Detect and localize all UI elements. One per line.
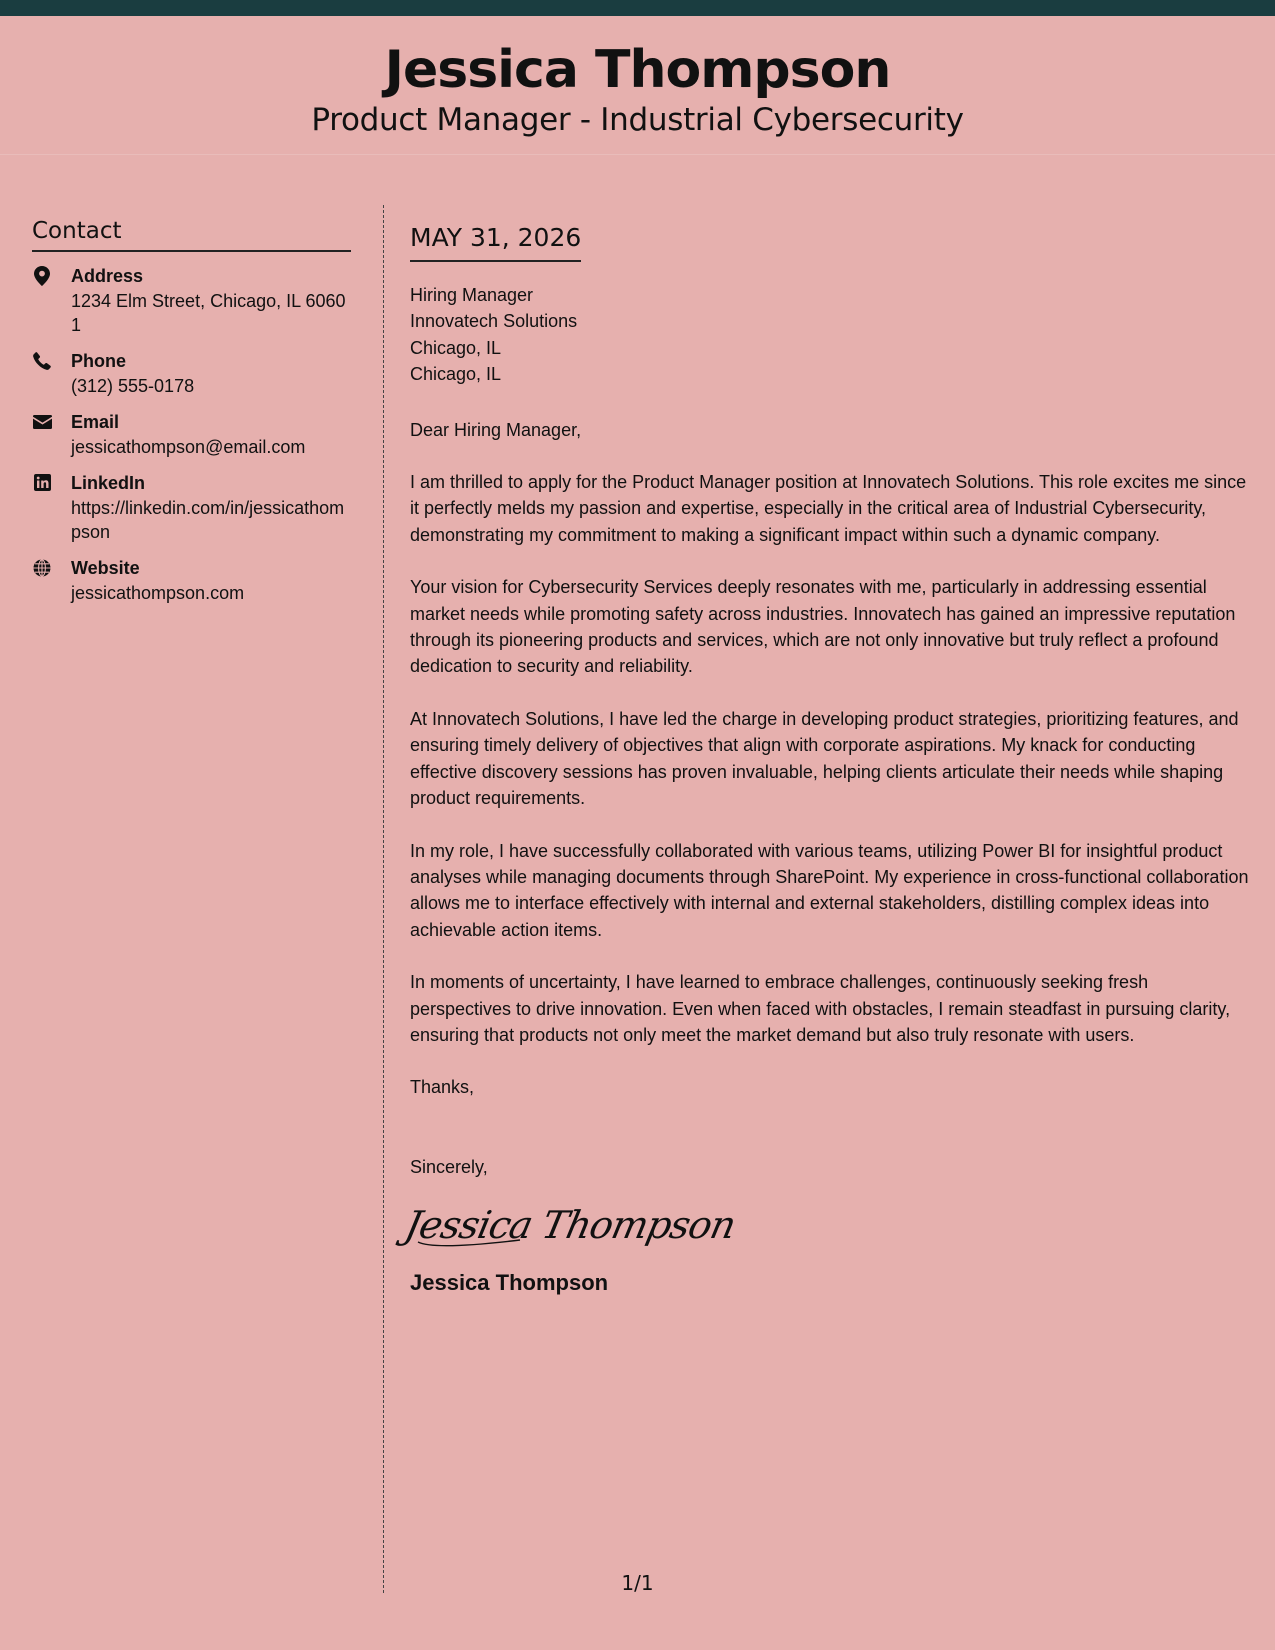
applicant-title: Product Manager - Industrial Cybersecurity [311, 102, 964, 138]
svg-text:Jessica Thompson: Jessica Thompson [400, 1203, 740, 1249]
contact-item-phone [32, 349, 351, 398]
map-marker-icon [32, 266, 52, 286]
contact-label: LinkedIn [71, 472, 146, 493]
body-paragraph: I am thrilled to apply for the Product Manager position at Innovatech Solutions. This role excites me since it perfectly melds my passion and expertise, especially in the critical area of Industrial Cybersecurity, demonstrating my commitment to making a significant impact within such a dynamic company. [410, 472, 1247, 545]
contact-item-linkedin [32, 471, 351, 544]
body-paragraph: In moments of uncertainty, I have learned to embrace challenges, continuously seeking fresh perspectives to drive innovation. Even when faced with obstacles, I remain steadfast in pursuing clarity, ensuring that products not only meet the market demand but also truly resonate with users. [410, 972, 1231, 1045]
letter-body [400, 222, 1250, 1298]
body-paragraph: At Innovatech Solutions, I have led the charge in developing product strategies, prioritizing features, and ensuring timely delivery of objectives that align with corporate aspirations. My knack for conducting effective discovery sessions has proven invaluable, helping clients articulate their needs while shaping product requirements. [410, 708, 1239, 809]
salutation: Dear Hiring Manager, [410, 419, 582, 440]
contact-value: https://linkedin.com/in/jessicathompson [71, 497, 345, 542]
envelope-icon [32, 412, 52, 432]
top-accent-bar [0, 0, 1275, 16]
contact-sidebar [32, 218, 351, 605]
recipient-block [410, 282, 1250, 388]
handwritten-signature [400, 1196, 1250, 1256]
globe-icon [32, 558, 52, 578]
contact-label: Email [71, 411, 120, 432]
recipient-line: Chicago, IL [410, 337, 502, 358]
contact-value: 1234 Elm Street, Chicago, IL 60601 [71, 290, 346, 335]
contact-label: Address [71, 265, 144, 286]
recipient-line: Hiring Manager [410, 285, 534, 305]
recipient-line: Chicago, IL [410, 364, 502, 385]
contact-value: jessicathompson.com [71, 582, 245, 603]
linkedin-icon [32, 473, 52, 493]
contact-label: Phone [71, 350, 127, 371]
contact-value: jessicathompson@email.com [71, 436, 306, 457]
letter-date: MAY 31, 2026 [410, 222, 581, 262]
column-divider [383, 205, 384, 1593]
letter-header [0, 16, 1275, 155]
contact-heading: Contact [32, 218, 351, 252]
contact-label: Website [71, 557, 140, 578]
contact-value: (312) 555-0178 [71, 375, 195, 396]
body-paragraph: Your vision for Cybersecurity Services deeply resonates with me, particularly in addressing essential market needs while promoting safety across industries. Innovatech has gained an impressive reputation through its pioneering products and services, which are not only innovative but truly reflect a profound dedication to security and reliability. [410, 577, 1236, 677]
thanks-line: Thanks, [410, 1077, 475, 1098]
closing-line: Sincerely, [410, 1156, 488, 1177]
contact-item-email [32, 410, 351, 459]
contact-item-address [32, 264, 351, 337]
applicant-name: Jessica Thompson [384, 40, 891, 100]
signer-name: Jessica Thompson [410, 1270, 609, 1296]
body-paragraph: In my role, I have successfully collaborated with various teams, utilizing Power BI for insightful product analyses while managing documents through SharePoint. My experience in cross-functional collaboration allows me to interface effectively with internal and external stakeholders, distilling complex ideas into achievable action items. [410, 840, 1249, 940]
contact-item-website [32, 556, 351, 605]
phone-icon [32, 351, 52, 371]
page-number: 1/1 [621, 1571, 654, 1595]
recipient-line: Innovatech Solutions [410, 311, 578, 332]
